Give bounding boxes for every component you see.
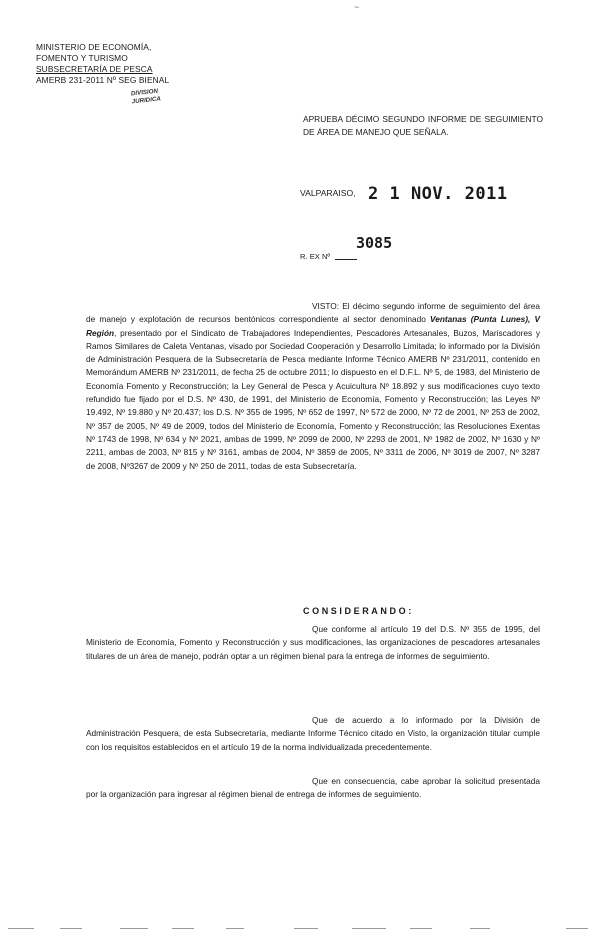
visto-sector: Ventanas (Punta Lunes), V Región — [86, 314, 541, 338]
visto-lead: VISTO: El décimo segundo informe de seguimiento del área de manejo y explotación de recursos bentónicos correspondiente al sector denominado — [86, 301, 540, 325]
footer-rule — [566, 928, 588, 929]
visto-paragraph — [86, 300, 540, 473]
footer-rule — [172, 928, 194, 929]
considerando-paragraph-1: Que conforme al artículo 19 del D.S. Nº 355 de 1995, del Ministerio de Economía, Fomento y Reconstrucción y sus modificaciones, las organizaciones de pescadores artesanales titulares de un área de manejo, podrán optar a un régimen bienal para la entrega de informes de seguimiento. — [86, 624, 540, 661]
footer-rule — [120, 928, 148, 929]
footer-rule — [60, 928, 82, 929]
footer-rule — [410, 928, 432, 929]
footer-rule — [226, 928, 244, 929]
resolution-subject: APRUEBA DÉCIMO SEGUNDO INFORME DE SEGUIMIENTO DE ÁREA DE MANEJO QUE SEÑALA. — [303, 114, 543, 137]
resolution-date: 2 1 NOV. 2011 — [368, 184, 508, 204]
letterhead-ministry-2: FOMENTO Y TURISMO — [36, 53, 128, 63]
letterhead-reference: AMERB 231-2011 Nº SEG BIENAL — [36, 75, 170, 85]
letterhead-subsecretaria: SUBSECRETARÍA DE PESCA — [36, 64, 153, 74]
stamp-line-1: DIVISION — [130, 87, 159, 98]
footer-rule — [294, 928, 318, 929]
footer-rule — [352, 928, 386, 929]
exento-label: R. EX Nº — [300, 252, 331, 261]
stamp-line-2: JURIDICA — [131, 94, 162, 105]
top-mark: ~ — [354, 2, 360, 12]
footer-rule — [470, 928, 490, 929]
considerando-heading: CONSIDERANDO: — [303, 606, 414, 616]
considerando-paragraph-2: Que de acuerdo a lo informado por la División de Administración Pesquera, de esta Subsecretaría, mediante Informe Técnico citado en Visto, la organización titular cumple con los requisitos establecidos en el artículo 19 de la norma individualizada precedentemente. — [86, 715, 540, 752]
division-stamp — [131, 86, 180, 121]
exento-number: 3085 — [356, 234, 393, 252]
letterhead-ministry: MINISTERIO DE ECONOMÍA, — [36, 42, 152, 52]
visto-rest: , presentado por el Sindicato de Trabajadores Independientes, Pescadores Artesanales, Buzos, Mariscadores y Ramos Similares de Caleta Ventanas, visado por Sociedad Cooperación y Desarrollo Limitada; lo informado por la División de Administración Pesquera de la Subsecretaría de Pesca mediante Informe Técnico AMERB Nº 231/2011, contenido en Memorándum AMERB Nº 231/2011, de fecha 25 de octubre 2011; lo dispuesto en el D.F.L. Nº 5, de 1983, del Ministerio de Economía Fomento y Reconstrucción; la Ley General de Pesca y Acuicultura Nº 18.892 y sus modificaciones cuyo texto refundido fue fijado por el D.S. Nº 430, de 1991, del Ministerio de Economía, Fomento y Reconstrucción; las Leyes Nº 19.492, Nº 19.880 y Nº 20.437; los D.S. Nº 355 de 1995, Nº 652 de 1997, Nº 572 de 2000, Nº 72 de 2001, Nº 253 de 2002, Nº 357 de 2005, Nº 49 de 2009, todos del Ministerio de Economía, Fomento y Reconstrucción; las Resoluciones Exentas Nº 1743 de 1998, Nº 634 y Nº 2021, ambas de 1999, Nº 2099 de 2000, Nº 2293 de 2001, Nº 1982 de 2002, Nº 1630 y Nº 2211, ambas de 2003, Nº 815 y Nº 3161, ambas de 2004, Nº 3859 de 2005, Nº 3311 de 2006, Nº 3019 de 2007, Nº 3287 de 2008, Nº3267 de 2009 y Nº 250 de 2011, todas de esta Subsecretaría. — [86, 327, 540, 471]
place-label: VALPARAISO, — [300, 188, 356, 198]
exento-underline — [335, 259, 357, 260]
considerando-paragraph-3: Que en consecuencia, cabe aprobar la solicitud presentada por la organización para ingresar al régimen bienal de entrega de informes de seguimiento. — [86, 776, 540, 800]
letterhead — [36, 42, 186, 86]
footer-rule — [8, 928, 34, 929]
